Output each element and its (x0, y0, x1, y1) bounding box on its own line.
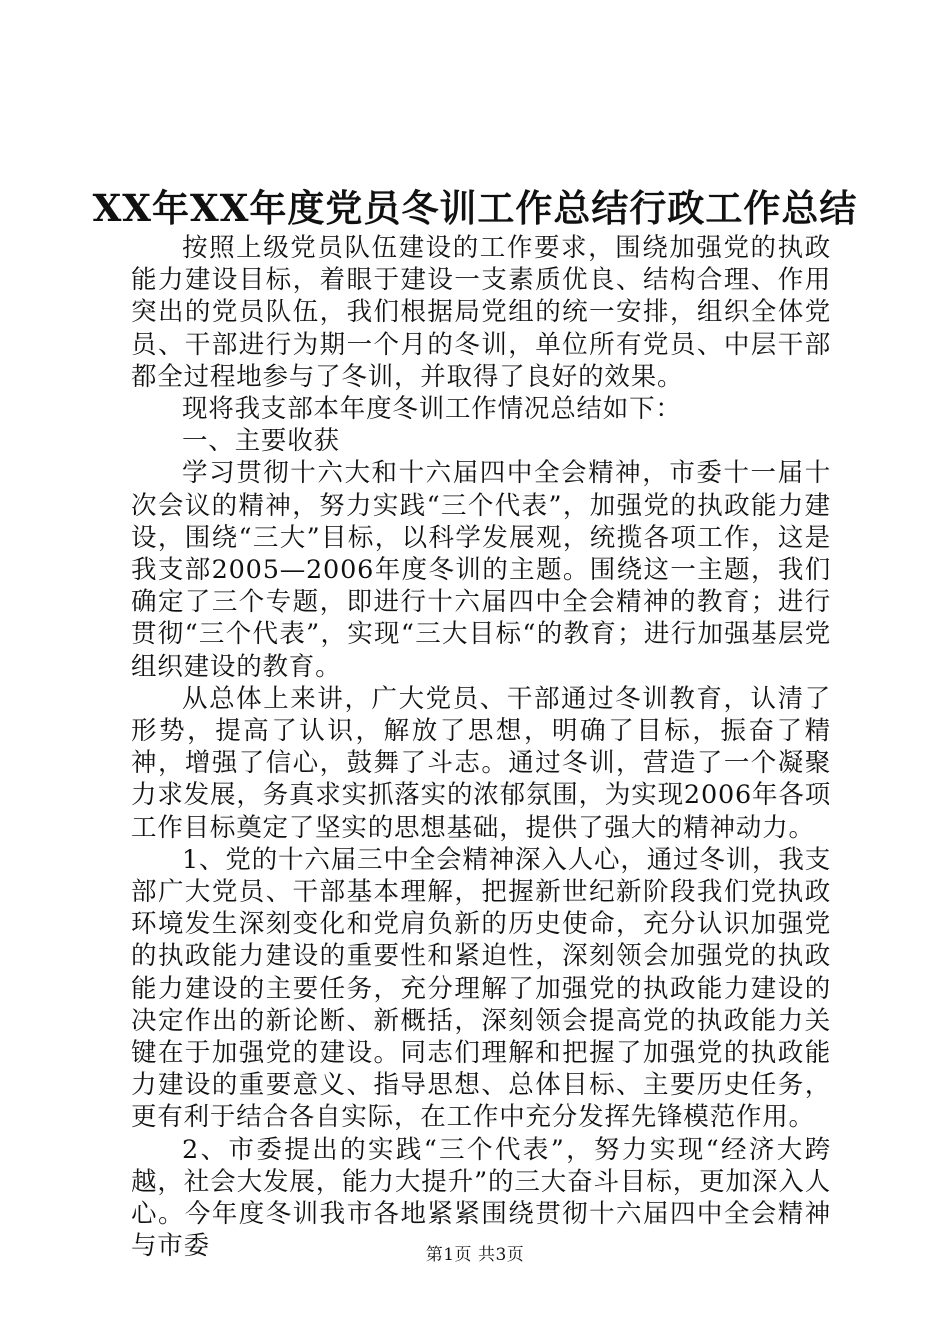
paragraph-item-2: 2、市委提出的实践“三个代表”，努力实现“经济大跨越，社会大发展，能力大提升”的三大奋斗目标，更加深入人心。今年度冬训我市各地紧紧围绕贯彻十六届四中全会精神与市委 (131, 1134, 831, 1262)
paragraph-overall: 从总体上来讲，广大党员、干部通过冬训教育，认清了形势，提高了认识，解放了思想，明确了目标，振奋了精神，增强了信心，鼓舞了斗志。通过冬训，营造了一个凝聚力求发展，务真求实抓落实的浓郁氛围，为实现2006年各项工作目标奠定了坚实的思想基础，提供了强大的精神动力。 (131, 683, 831, 843)
page-number-footer: 第1页 共3页 (425, 1245, 525, 1265)
document-body (131, 232, 831, 1263)
paragraph-summary-lead: 现将我支部本年度冬训工作情况总结如下： (182, 394, 682, 425)
section-heading-main-gains: 一、主要收获 (182, 426, 340, 457)
paragraph-item-1: 1、党的十六届三中全会精神深入人心，通过冬训，我支部广大党员、干部基本理解，把握新世纪新阶段我们党执政环境发生深刻变化和党肩负新的历史使命，充分认识加强党的执政能力建设的重要性和紧迫性，深刻领会加强党的执政能力建设的主要任务，充分理解了加强党的执政能力建设的决定作出的新论断、新概括，深刻领会提高党的执政能力关键在于加强党的建设。同志们理解和把握了加强党的执政能力建设的重要意义、指导思想、总体目标、主要历史任务，更有利于结合各自实际，在工作中充分发挥先锋模范作用。 (131, 844, 831, 1133)
paragraph-theme: 学习贯彻十六大和十六届四中全会精神，市委十一届十次会议的精神，努力实践“三个代表”，加强党的执政能力建设，围绕“三大”目标，以科学发展观，统揽各项工作，这是我支部2005—2006年度冬训的主题。围绕这一主题，我们确定了三个专题，即进行十六届四中全会精神的教育；进行贯彻“三个代表”，实现“三大目标“的教育；进行加强基层党组织建设的教育。 (131, 458, 831, 682)
paragraph-intro: 按照上级党员队伍建设的工作要求，围绕加强党的执政能力建设目标，着眼于建设一支素质优良、结构合理、作用突出的党员队伍，我们根据局党组的统一安排，组织全体党员、干部进行为期一个月的冬训，单位所有党员、中层干部都全过程地参与了冬训，并取得了良好的效果。 (131, 233, 831, 392)
document-title: XX年XX年度党员冬训工作总结行政工作总结 (92, 186, 858, 230)
